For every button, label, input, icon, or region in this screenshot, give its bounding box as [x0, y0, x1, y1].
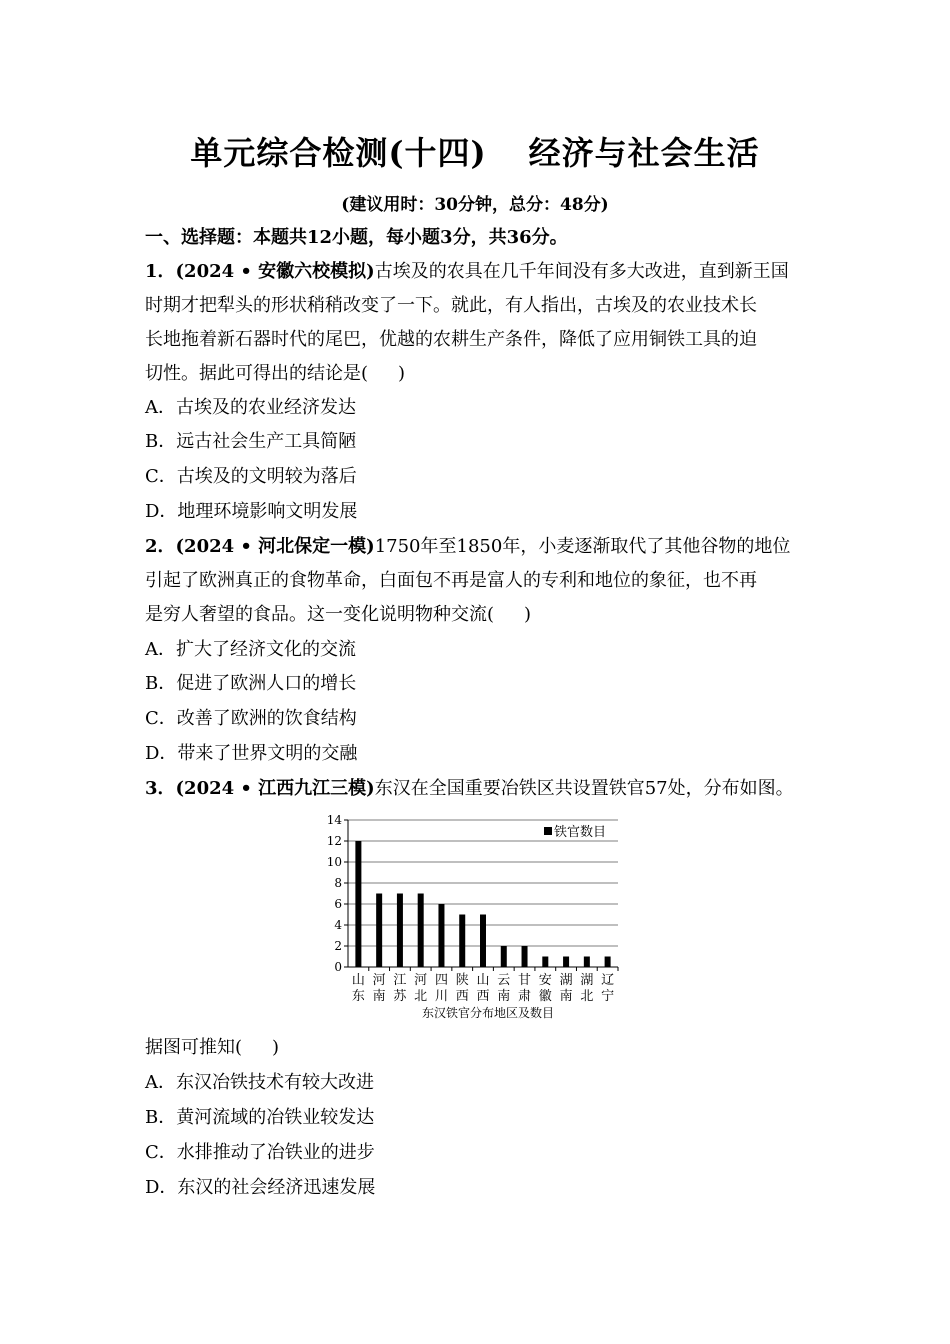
- bar: [376, 894, 382, 968]
- title-sub: 经济与社会生活: [528, 134, 760, 172]
- bar: [522, 946, 528, 967]
- x-tick-label-top: 江: [393, 973, 407, 988]
- x-tick-label-top: 河: [414, 973, 428, 988]
- question-2-option-a: A．扩大了经济文化的交流: [145, 639, 356, 660]
- x-tick-label-top: 山: [476, 973, 490, 988]
- x-tick-label-top: 云: [497, 973, 511, 988]
- y-tick-label: 10: [326, 855, 342, 869]
- x-tick-label-top: 湖: [559, 973, 573, 988]
- question-2-stem-line-1: 2．(2024 • 河北保定一模)1750年至1850年，小麦逐渐取代了其他谷物的地位: [145, 536, 791, 557]
- x-tick-label-bottom: 南: [372, 989, 386, 1004]
- bar: [355, 841, 361, 967]
- y-tick-label: 0: [334, 960, 342, 974]
- y-tick-label: 12: [326, 834, 342, 848]
- section-heading: 一、选择题：本题共12小题，每小题3分，共36分。: [145, 227, 568, 248]
- question-3-option-a: A．东汉冶铁技术有较大改进: [145, 1072, 374, 1093]
- question-1-stem-line-1: 1．(2024 • 安徽六校模拟)古埃及的农具在几千年间没有多大改进，直到新王国: [145, 261, 789, 282]
- x-tick-label-bottom: 西: [455, 989, 469, 1004]
- question-1-option-d: D．地理环境影响文明发展: [145, 501, 358, 522]
- y-tick-label: 14: [326, 813, 342, 827]
- x-tick-label-bottom: 东: [351, 989, 365, 1004]
- bar: [542, 957, 548, 968]
- x-tick-label-bottom: 北: [414, 989, 428, 1004]
- x-tick-label-bottom: 苏: [393, 989, 407, 1004]
- x-tick-label-bottom: 川: [434, 989, 448, 1004]
- x-tick-label-top: 安: [538, 973, 552, 988]
- bar: [397, 894, 403, 968]
- question-2-number: 2．: [145, 536, 176, 557]
- legend-swatch: [544, 827, 552, 835]
- question-3-option-c: C．水排推动了冶铁业的进步: [145, 1142, 375, 1163]
- x-tick-label-top: 山: [351, 973, 365, 988]
- bar: [501, 946, 507, 967]
- bar: [605, 957, 611, 968]
- bar: [480, 915, 486, 968]
- question-2-option-c: C．改善了欧洲的饮食结构: [145, 708, 357, 729]
- page-title: [0, 128, 950, 174]
- question-3-option-d: D．东汉的社会经济迅速发展: [145, 1177, 376, 1198]
- bar: [418, 894, 424, 968]
- question-1-source: (2024 • 安徽六校模拟): [175, 261, 375, 282]
- bar: [459, 915, 465, 968]
- bar: [563, 957, 569, 968]
- y-tick-label: 2: [334, 939, 342, 953]
- question-2-option-b: B．促进了欧洲人口的增长: [145, 673, 357, 694]
- x-tick-label-bottom: 宁: [601, 989, 615, 1004]
- title-main: 单元综合检测(十四): [190, 134, 487, 172]
- question-3-option-b: B．黄河流域的冶铁业较发达: [145, 1107, 375, 1128]
- question-2-stem-line-3: 是穷人奢望的食品。这一变化说明物种交流( ): [145, 604, 532, 625]
- question-2-source: (2024 • 河北保定一模): [175, 536, 375, 557]
- bar: [438, 904, 444, 967]
- question-2-option-d: D．带来了世界文明的交融: [145, 743, 358, 764]
- y-tick-label: 4: [334, 918, 342, 932]
- question-3-number: 3．: [145, 778, 176, 799]
- question-2-stem-line-2: 引起了欧洲真正的食物革命，白面包不再是富人的专利和地位的象征，也不再: [145, 570, 757, 591]
- x-tick-label-bottom: 北: [580, 989, 594, 1004]
- question-3-stem: 3．(2024 • 江西九江三模)东汉在全国重要冶铁区共设置铁官57处，分布如图。: [145, 778, 794, 799]
- x-tick-label-bottom: 南: [559, 989, 573, 1004]
- question-1-option-a: A．古埃及的农业经济发达: [145, 397, 356, 418]
- question-1-option-b: B．远古社会生产工具简陋: [145, 431, 357, 452]
- question-3-prompt: 据图可推知( ): [145, 1037, 280, 1058]
- x-tick-label-bottom: 南: [497, 989, 511, 1004]
- iron-office-bar-chart: [318, 812, 628, 1024]
- question-3-source: (2024 • 江西九江三模): [175, 778, 375, 799]
- bar: [584, 957, 590, 968]
- x-tick-label-top: 河: [372, 973, 386, 988]
- legend-label: 铁官数目: [554, 825, 607, 840]
- x-tick-label-bottom: 肃: [518, 989, 532, 1004]
- x-axis-title: 东汉铁官分布地区及数目: [421, 1006, 555, 1020]
- y-tick-label: 6: [334, 897, 342, 911]
- x-tick-label-top: 辽: [601, 973, 615, 988]
- question-1-stem-line-4: 切性。据此可得出的结论是( ): [145, 363, 406, 384]
- x-tick-label-top: 甘: [518, 973, 532, 988]
- x-tick-label-bottom: 西: [476, 989, 490, 1004]
- question-1-stem-line-2: 时期才把犁头的形状稍稍改变了一下。就此，有人指出，古埃及的农业技术长: [145, 295, 757, 316]
- x-tick-label-top: 陕: [455, 973, 469, 988]
- x-tick-label-bottom: 徽: [538, 989, 552, 1004]
- x-tick-label-top: 四: [434, 973, 448, 988]
- x-tick-label-top: 湖: [580, 973, 594, 988]
- y-tick-label: 8: [334, 876, 342, 890]
- question-1-number: 1．: [145, 261, 176, 282]
- question-1-option-c: C．古埃及的文明较为落后: [145, 466, 357, 487]
- time-score-note: (建议用时：30分钟，总分：48分): [341, 195, 609, 215]
- question-1-stem-line-3: 长地拖着新石器时代的尾巴，优越的农耕生产条件，降低了应用铜铁工具的迫: [145, 329, 757, 350]
